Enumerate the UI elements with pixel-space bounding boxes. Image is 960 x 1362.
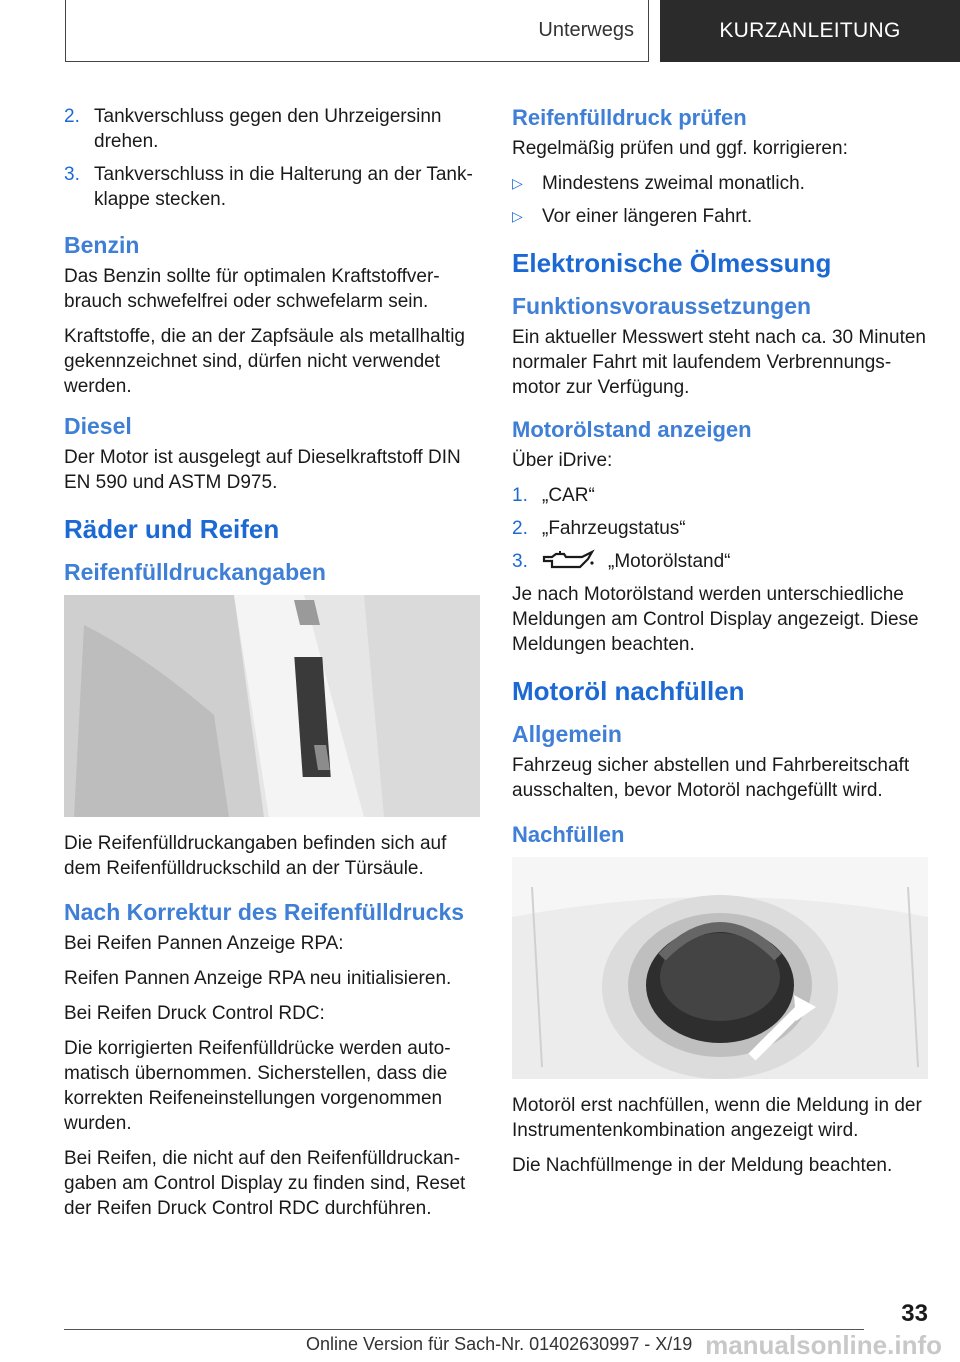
heading-stand: Motorölstand anzeigen <box>512 417 752 442</box>
heading-raeder: Räder und Reifen <box>64 514 280 544</box>
heading-diesel: Diesel <box>64 413 132 439</box>
list-item <box>64 104 480 154</box>
triangle-right-icon: ▷ <box>512 208 523 224</box>
heading-oelmessung: Elektronische Ölmessung <box>512 248 832 278</box>
list-item <box>512 483 928 508</box>
list-item <box>64 162 480 212</box>
paragraph: Je nach Motorölstand werden unterschiedliche Meldungen am Control Display angezeigt. Diese Meldungen beachten. <box>512 584 919 655</box>
heading-reifenfuell: Reifenfülldruckangaben <box>64 559 326 585</box>
header-section-label: Unterwegs <box>538 19 634 41</box>
step-number: 2. <box>64 106 80 127</box>
triangle-right-icon: ▷ <box>512 175 523 191</box>
step-text: Tankverschluss in die Halterung an der Tankklappe stecken. <box>94 164 473 210</box>
paragraph: Über iDrive: <box>512 450 613 471</box>
heading-pruefen: Reifenfülldruck prüfen <box>512 105 747 130</box>
step-text: „CAR“ <box>542 485 595 506</box>
heading-funktion: Funktionsvoraussetzungen <box>512 293 812 319</box>
page-number: 33 <box>901 1300 928 1327</box>
paragraph: Bei Reifen Pannen Anzeige RPA: <box>64 933 344 954</box>
footer-online-version: Online Version für Sach-Nr. 01402630997 - X/19 <box>306 1334 693 1354</box>
heading-allgemein: Allgemein <box>512 721 622 747</box>
paragraph: Bei Reifen, die nicht auf den Reifenfülldruckangaben am Control Display zu finden sind, Reset der Reifen Druck Control RDC durchführen. <box>64 1148 466 1219</box>
watermark: manualsonline.info <box>705 1330 942 1360</box>
list-item <box>512 516 928 541</box>
step-number: 1. <box>512 485 528 506</box>
paragraph: Reifen Pannen Anzeige RPA neu initialisieren. <box>64 968 452 989</box>
paragraph: Kraftstoffe, die an der Zapfsäule als metallhaltig gekennzeichnet sind, dürfen nicht verwendet werden. <box>64 326 465 397</box>
list-item <box>512 204 928 229</box>
oil-can-icon <box>542 549 596 571</box>
bullet-text: Mindestens zweimal monatlich. <box>542 173 805 194</box>
paragraph: Die korrigierten Reifenfülldrücke werden automatisch übernommen. Sicherstellen, dass die korrekten Reifeneinstellungen vorgenommen wurden. <box>64 1038 451 1134</box>
paragraph: Bei Reifen Druck Control RDC: <box>64 1003 325 1024</box>
header-section-tab <box>65 0 649 62</box>
paragraph: Fahrzeug sicher abstellen und Fahrbereitschaft ausschalten, bevor Motoröl nachgefüllt wird. <box>512 755 910 801</box>
right-column <box>512 104 928 1188</box>
step-number: 3. <box>512 551 528 572</box>
heading-nachfuellen: Motoröl nachfüllen <box>512 676 745 706</box>
header-chapter-tab <box>660 0 960 62</box>
left-column <box>64 104 480 1231</box>
door-pillar-illustration <box>64 595 480 817</box>
step-text: Tankverschluss gegen den Uhrzeigersinn drehen. <box>94 106 442 152</box>
paragraph: Motoröl erst nachfüllen, wenn die Meldung in der Instrumentenkombination angezeigt wird. <box>512 1095 922 1141</box>
door-pillar-photo <box>64 595 480 817</box>
paragraph: Ein aktueller Messwert steht nach ca. 30 Minuten normaler Fahrt mit laufendem Verbrennungsmotor zur Verfügung. <box>512 327 926 398</box>
oil-cap-illustration <box>512 857 928 1079</box>
paragraph: Das Benzin sollte für optimalen Kraftstoffverbrauch schwefelfrei oder schwefelarm sein. <box>64 266 440 312</box>
list-item <box>512 171 928 196</box>
oil-cap-photo <box>512 857 928 1079</box>
paragraph: Regelmäßig prüfen und ggf. korrigieren: <box>512 138 848 159</box>
heading-benzin: Benzin <box>64 232 140 258</box>
step-number: 3. <box>64 164 80 185</box>
heading-nachf: Nachfüllen <box>512 822 625 847</box>
bullet-text: Vor einer längeren Fahrt. <box>542 206 753 227</box>
list-item <box>512 549 928 574</box>
photo-caption: Die Reifenfülldruckangaben befinden sich auf dem Reifenfülldruckschild an der Türsäule. <box>64 833 447 879</box>
header-chapter-label: KURZANLEITUNG <box>719 19 901 42</box>
step-number: 2. <box>512 518 528 539</box>
step-text: „Motorölstand“ <box>608 551 731 572</box>
step-text: „Fahrzeugstatus“ <box>542 518 686 539</box>
heading-korrektur: Nach Korrektur des Reifenfülldrucks <box>64 899 465 925</box>
paragraph: Die Nachfüllmenge in der Meldung beachten. <box>512 1155 893 1176</box>
paragraph: Der Motor ist ausgelegt auf Dieselkraftstoff DIN EN 590 und ASTM D975. <box>64 447 461 493</box>
